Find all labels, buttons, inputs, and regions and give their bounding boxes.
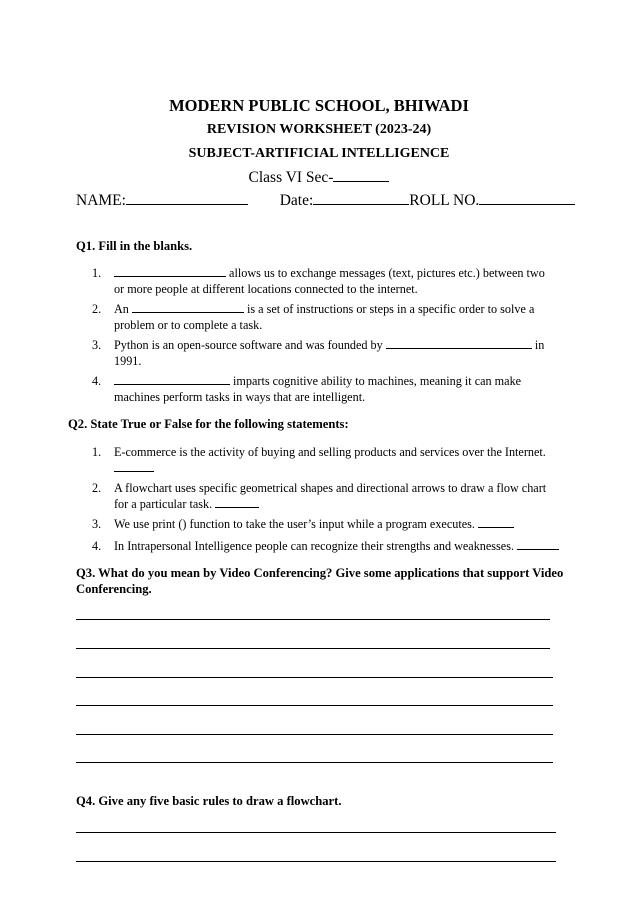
q1-item-1-text-cont: or more people at different locations connected to the internet. (114, 282, 418, 296)
q2-item-1-blank (114, 460, 154, 472)
q1-item-1-text: allows us to exchange messages (text, pictures etc.) between two (226, 266, 545, 280)
q2-title: Q2. State True or False for the following statements: (68, 417, 349, 431)
q1-item-4-number: 4. (92, 374, 102, 388)
q2-item-4-number: 4. (92, 539, 102, 553)
q4-title: Q4. Give any five basic rules to draw a flowchart. (76, 794, 342, 808)
q1-item-3-number: 3. (92, 338, 102, 352)
q3-title-line-2: Conferencing. (76, 582, 152, 596)
q1-item-2-text-cont: problem or to complete a task. (114, 318, 263, 332)
q3-answer-line[interactable] (76, 762, 553, 763)
q1-item-3-blank (386, 337, 532, 349)
q2-item-4-text: In Intrapersonal Intelligence people can recognize their strengths and weaknesses. (114, 539, 518, 553)
q1-item-2-text: is a set of instructions or steps in a specific order to solve a (243, 302, 535, 316)
q1-item-3-text-start: Python is an open-source software and was founded by (114, 338, 386, 352)
q1-item-1-number: 1. (92, 266, 102, 280)
q1-item-2-blank (132, 301, 244, 313)
worksheet-title: REVISION WORKSHEET (2023-24) (206, 122, 432, 137)
name-label: NAME: (76, 192, 126, 209)
q1-item-4-text: imparts cognitive ability to machines, meaning it can make (230, 374, 522, 388)
student-info-line (76, 190, 575, 210)
q2-item-2-number: 2. (92, 481, 102, 495)
q1-item-1-blank (114, 265, 226, 277)
q2-item-2-text-cont: for a particular task. (114, 497, 216, 511)
q3-answer-line[interactable] (76, 648, 550, 649)
roll-blank (479, 190, 575, 205)
q1-item-2-text-start: An (114, 302, 132, 316)
section-blank (333, 167, 389, 182)
roll-label: ROLL NO. (409, 192, 480, 209)
q3-answer-line[interactable] (76, 619, 550, 620)
date-blank (313, 190, 409, 205)
date-label: Date: (279, 192, 314, 209)
q2-item-2-blank (215, 496, 259, 508)
q1-item-4-blank (114, 373, 230, 385)
q1-item-4-text-cont: machines perform tasks in ways that are intelligent. (114, 390, 366, 404)
q4-answer-line[interactable] (76, 861, 556, 862)
q3-answer-line[interactable] (76, 677, 553, 678)
q3-title-line-1: Q3. What do you mean by Video Conferencing? Give some applications that support Video (76, 566, 564, 580)
q2-item-1-text: E-commerce is the activity of buying and selling products and services over the Internet. (114, 445, 546, 459)
q3-answer-line[interactable] (76, 705, 553, 706)
q1-item-3-text-cont: 1991. (114, 354, 142, 368)
q2-item-2-text: A flowchart uses specific geometrical shapes and directional arrows to draw a flow chart (114, 481, 547, 495)
q1-item-2-number: 2. (92, 302, 102, 316)
q3-answer-line[interactable] (76, 734, 553, 735)
q2-item-4-blank (517, 538, 559, 550)
name-blank (126, 190, 248, 205)
class-label: Class VI Sec- (248, 169, 334, 186)
school-name: MODERN PUBLIC SCHOOL, BHIWADI (169, 96, 469, 115)
q2-item-1-number: 1. (92, 445, 102, 459)
q3-title (76, 565, 563, 597)
class-section-line (0, 167, 638, 187)
q1-title: Q1. Fill in the blanks. (76, 239, 193, 253)
q2-item-3-number: 3. (92, 517, 102, 531)
subject-title: SUBJECT-ARTIFICIAL INTELLIGENCE (188, 146, 450, 161)
q2-item-3-blank (478, 516, 514, 528)
q2-item-3-text: We use print () function to take the user’s input while a program executes. (114, 517, 478, 531)
q1-item-3-text: in (531, 338, 545, 352)
q4-answer-line[interactable] (76, 832, 556, 833)
